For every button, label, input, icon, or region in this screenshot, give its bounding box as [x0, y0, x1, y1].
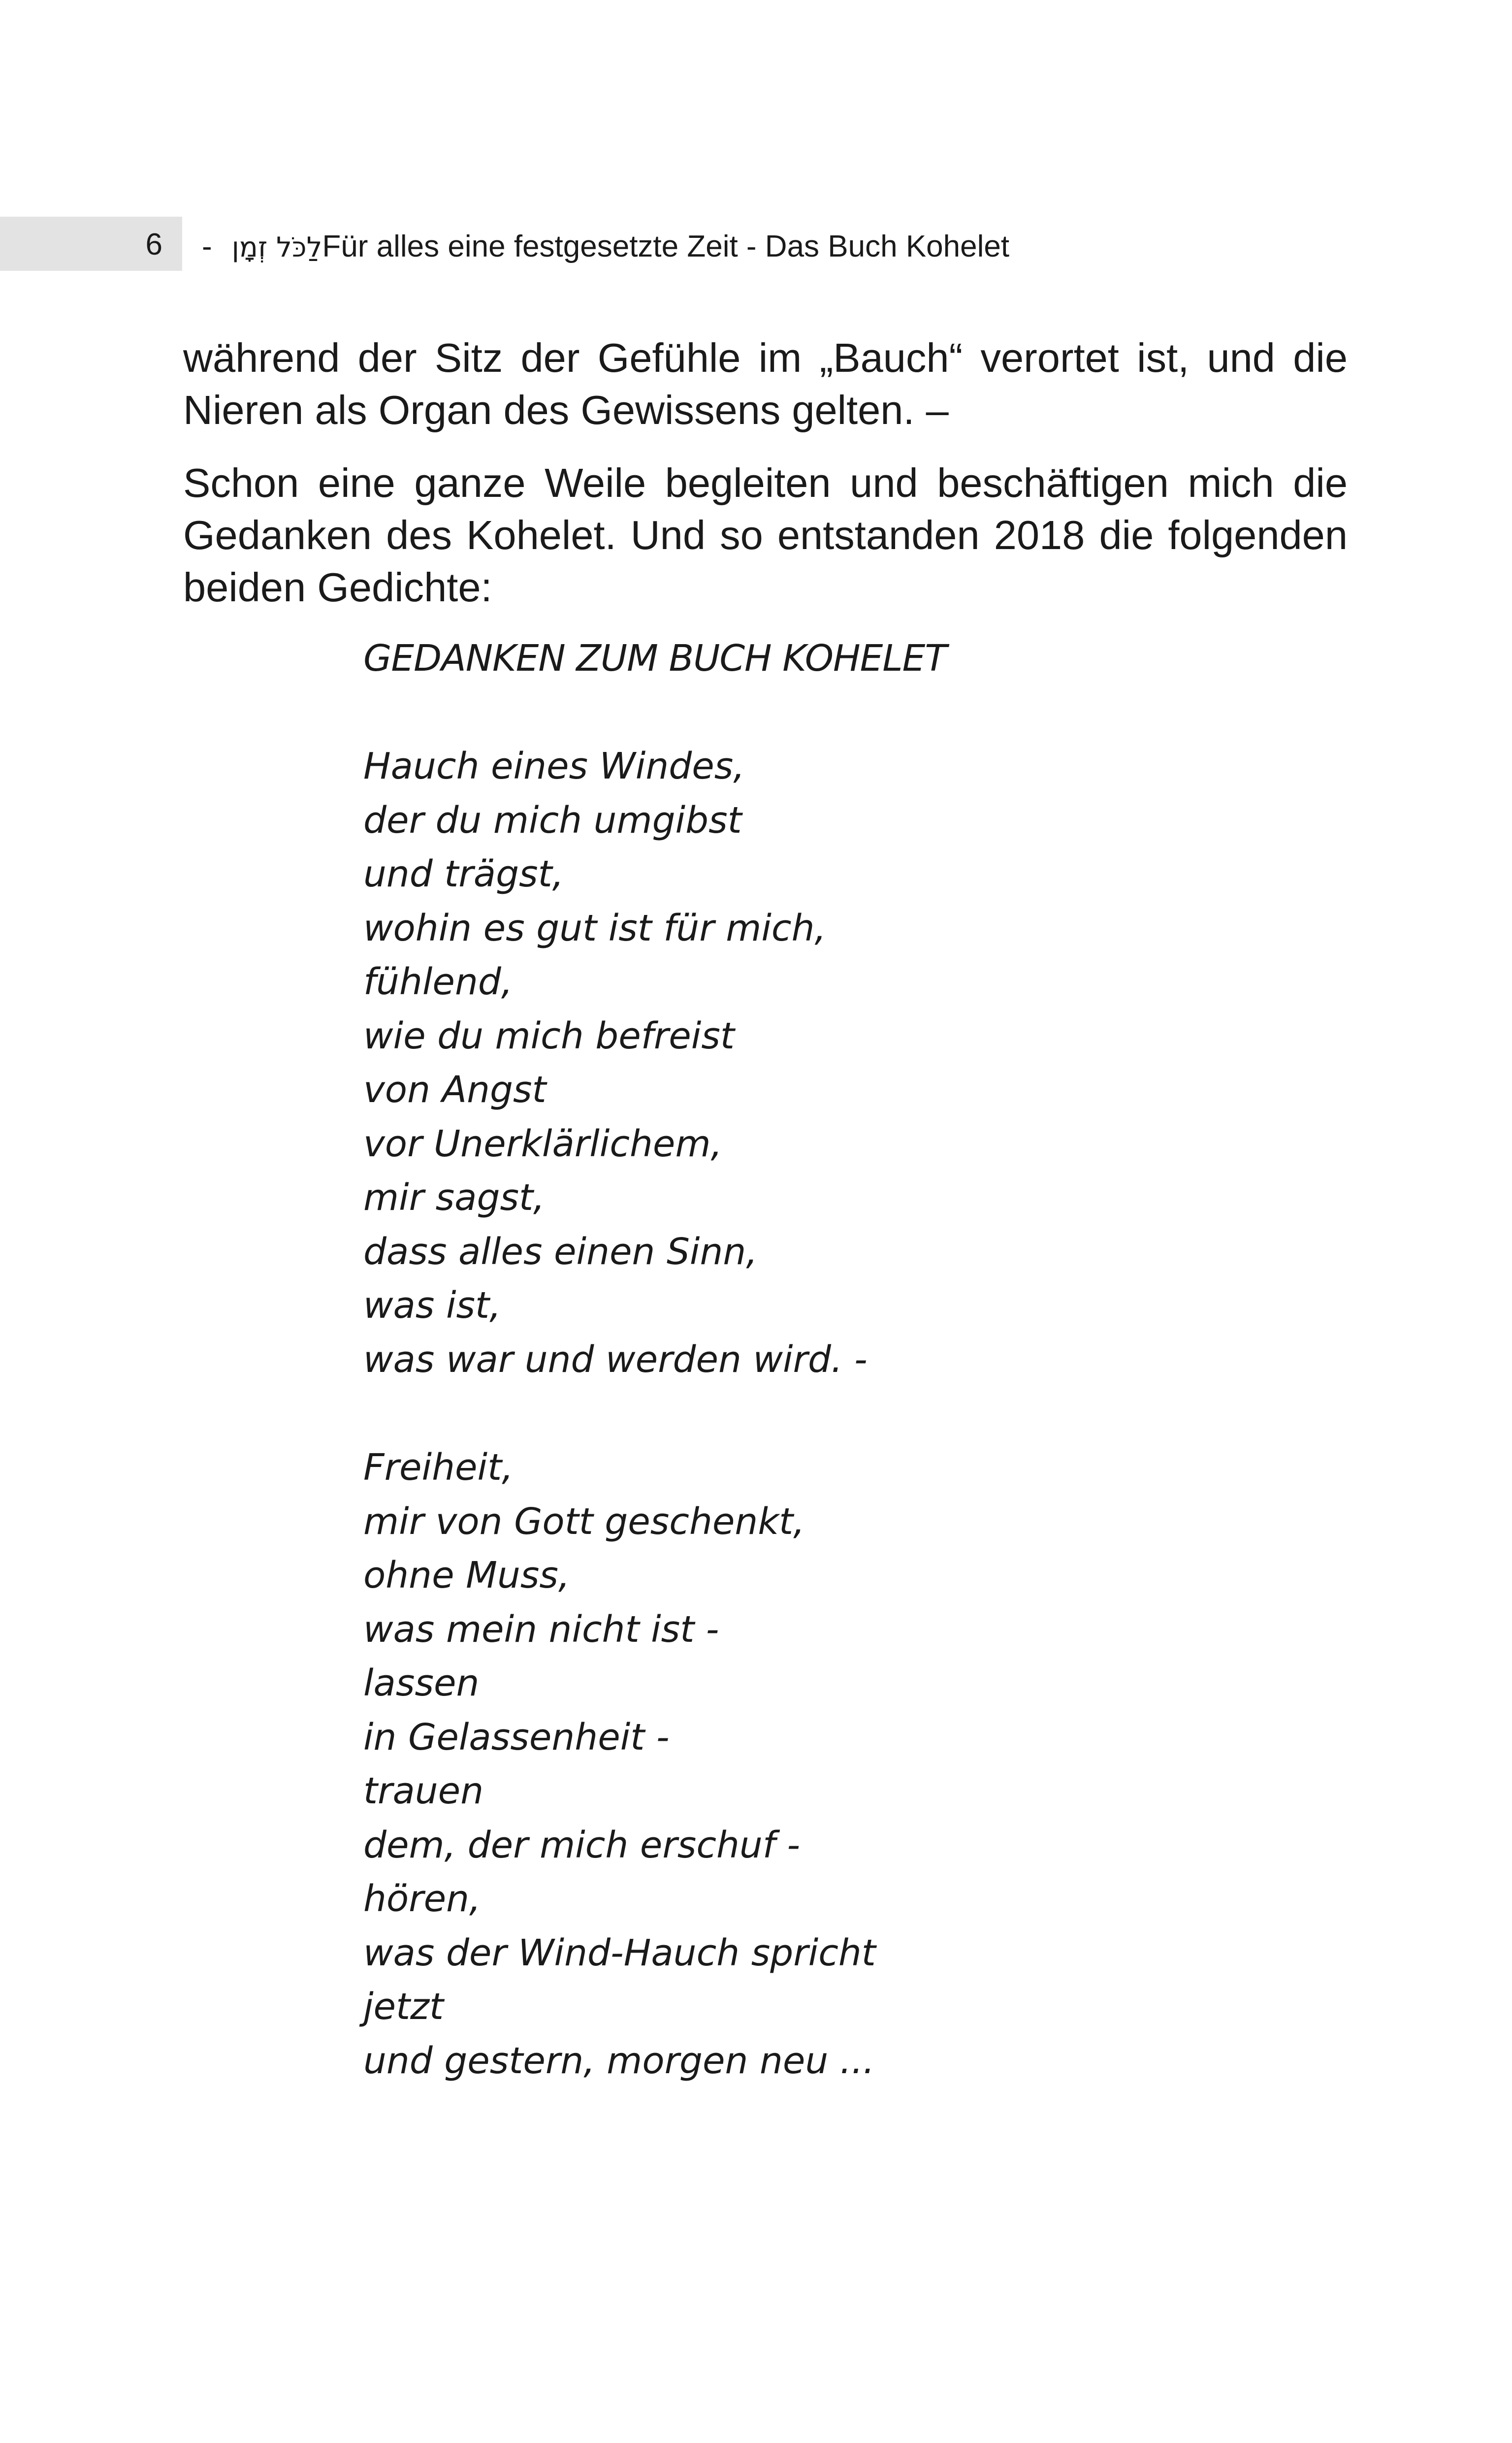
- running-header: [202, 229, 1009, 265]
- page-number: 6: [145, 228, 162, 261]
- poem-stanza: [363, 740, 947, 1387]
- poem-line: Freiheit,: [363, 1446, 514, 1489]
- poem-line: ohne Muss,: [363, 1554, 570, 1596]
- poem-line: lassen: [363, 1662, 480, 1704]
- book-title: Für alles eine festgesetzte Zeit - Das Buch Kohelet: [322, 229, 1010, 263]
- poem-line: mir sagst,: [363, 1176, 545, 1219]
- poem-line: der du mich umgibst: [363, 799, 742, 842]
- poem-line: was war und werden wird. -: [363, 1338, 868, 1381]
- hebrew-title: לַכֹּל זְמָן: [231, 231, 322, 263]
- poem: [363, 631, 947, 2142]
- poem-line: von Angst: [363, 1069, 547, 1111]
- poem-line: dem, der mich erschuf -: [363, 1824, 801, 1866]
- poem-title: GEDANKEN ZUM BUCH KOHELET: [363, 637, 947, 680]
- poem-line: hören,: [363, 1878, 481, 1920]
- body-paragraph: während der Sitz der Gefühle im „Bauch“ verortet ist, und die Nieren als Organ des Gewissens gelten. –: [183, 335, 1348, 433]
- poem-line: mir von Gott geschenkt,: [363, 1500, 805, 1543]
- poem-line: trauen: [363, 1770, 484, 1812]
- poem-line: dass alles einen Sinn,: [363, 1230, 758, 1273]
- body-paragraph: Schon eine ganze Weile begleiten und beschäftigen mich die Gedanken des Kohelet. Und so entstanden 2018 die folgenden beiden Gedichte:: [183, 460, 1348, 610]
- page-number-tab: [0, 217, 182, 271]
- poem-line: Hauch eines Windes,: [363, 745, 745, 787]
- poem-line: was mein nicht ist -: [363, 1608, 719, 1651]
- header-separator: -: [202, 229, 212, 263]
- poem-line: in Gelassenheit -: [363, 1716, 670, 1759]
- poem-stanza: [363, 1441, 947, 2088]
- poem-line: vor Unerklärlichem,: [363, 1122, 723, 1165]
- poem-line: jetzt: [363, 1986, 444, 2028]
- poem-line: fühlend,: [363, 961, 513, 1003]
- poem-line: was der Wind-Hauch spricht: [363, 1931, 876, 1974]
- poem-line: was ist,: [363, 1284, 501, 1327]
- poem-line: und trägst,: [363, 853, 564, 895]
- poem-line: und gestern, morgen neu ...: [363, 2039, 875, 2082]
- poem-line: wie du mich befreist: [363, 1014, 735, 1057]
- poem-line: wohin es gut ist für mich,: [363, 907, 826, 949]
